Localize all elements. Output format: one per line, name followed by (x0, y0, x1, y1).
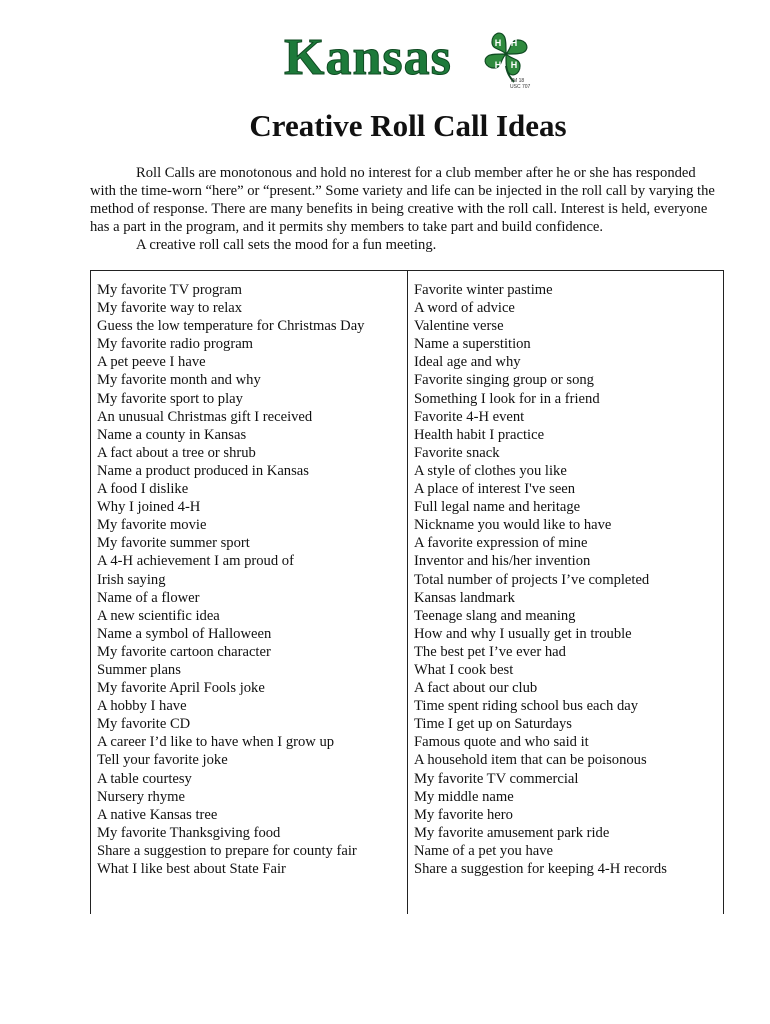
roll-call-item: A household item that can be poisonous (414, 752, 647, 769)
page-title: Creative Roll Call Ideas (249, 108, 567, 143)
roll-call-item: An unusual Christmas gift I received (97, 408, 313, 425)
svg-text:H: H (494, 38, 502, 48)
roll-call-item: What I cook best (414, 661, 514, 678)
roll-call-item: A table courtesy (97, 770, 192, 787)
roll-call-item: A 4-H achievement I am proud of (97, 553, 294, 570)
roll-call-item: My favorite month and why (97, 372, 261, 389)
trademark-text: TM 18 USC 707 (510, 78, 531, 90)
roll-call-item: Kansas landmark (414, 589, 515, 606)
roll-call-item: Favorite singing group or song (414, 372, 594, 389)
roll-call-item: Name of a flower (97, 589, 200, 606)
roll-call-item: My favorite sport to play (97, 390, 243, 407)
intro-text (90, 164, 722, 254)
roll-call-item: Famous quote and who said it (414, 734, 589, 751)
intro-paragraph: Roll Calls are monotonous and hold no interest for a club member after he or she has responded with the time-worn “here” or “present.” Some variety and life can be injected in the roll call by varying the method of response. There are many benefits in being creative with the roll call. Interest is held, everyone has a part in the program, and it permits shy members to take part and build confidence. (90, 165, 715, 236)
roll-call-item: Name a symbol of Halloween (97, 625, 272, 642)
right-column (414, 281, 720, 878)
roll-call-item: Name of a pet you have (414, 842, 553, 859)
roll-call-item: A fact about a tree or shrub (97, 444, 256, 461)
roll-call-item: How and why I usually get in trouble (414, 625, 632, 642)
roll-call-item: Favorite winter pastime (414, 282, 553, 298)
roll-call-item: My favorite CD (97, 716, 191, 733)
roll-call-item: Favorite 4-H event (414, 408, 525, 425)
intro-paragraph: A creative roll call sets the mood for a fun meeting. (136, 237, 437, 254)
roll-call-item: My favorite TV program (97, 282, 242, 298)
roll-call-item: A style of clothes you like (414, 462, 567, 479)
roll-call-item: A hobby I have (97, 698, 187, 715)
roll-call-item: A food I dislike (97, 481, 189, 498)
roll-call-table (90, 270, 724, 914)
roll-call-item: A word of advice (414, 300, 515, 317)
roll-call-item: Ideal age and why (414, 354, 521, 371)
roll-call-item: Share a suggestion to prepare for county fair (97, 842, 357, 859)
roll-call-item: A pet peeve I have (97, 354, 206, 371)
roll-call-item: Time spent riding school bus each day (414, 698, 639, 715)
roll-call-item: My favorite cartoon character (97, 643, 271, 660)
roll-call-item: Total number of projects I’ve completed (414, 571, 650, 588)
svg-text:H: H (510, 38, 518, 48)
kansas-4h-logo (284, 28, 534, 90)
roll-call-item: My favorite hero (414, 806, 513, 823)
left-column (97, 281, 401, 878)
roll-call-item: A favorite expression of mine (414, 535, 588, 552)
roll-call-item: My favorite summer sport (97, 535, 250, 552)
four-leaf-clover-icon (480, 28, 532, 84)
roll-call-item: My favorite radio program (97, 336, 254, 353)
roll-call-item: Teenage slang and meaning (414, 607, 576, 624)
roll-call-item: My favorite movie (97, 517, 207, 534)
roll-call-item: My favorite way to relax (97, 300, 243, 317)
roll-call-item: My favorite amusement park ride (414, 824, 610, 841)
roll-call-item: Health habit I practice (414, 426, 545, 443)
roll-call-item: Inventor and his/her invention (414, 553, 591, 570)
roll-call-item: My middle name (414, 788, 514, 805)
roll-call-item: What I like best about State Fair (97, 861, 286, 877)
roll-call-item: Full legal name and heritage (414, 499, 581, 516)
roll-call-item: Favorite snack (414, 444, 500, 461)
svg-text:H: H (510, 60, 518, 70)
roll-call-item: Nickname you would like to have (414, 517, 612, 534)
logo-wordmark: Kansas (284, 29, 452, 86)
roll-call-item: A place of interest I've seen (414, 481, 576, 498)
roll-call-item: My favorite TV commercial (414, 770, 579, 787)
roll-call-item: The best pet I’ve ever had (414, 643, 566, 660)
roll-call-item: Something I look for in a friend (414, 390, 600, 407)
roll-call-item: Name a superstition (414, 336, 531, 353)
roll-call-item: Time I get up on Saturdays (414, 716, 572, 733)
roll-call-item: My favorite April Fools joke (97, 680, 265, 697)
roll-call-item: Name a product produced in Kansas (97, 462, 309, 479)
roll-call-item: A native Kansas tree (97, 806, 218, 823)
roll-call-item: A new scientific idea (97, 607, 220, 624)
roll-call-item: Share a suggestion for keeping 4-H records (414, 861, 667, 877)
roll-call-item: Tell your favorite joke (97, 752, 228, 769)
roll-call-item: Irish saying (97, 571, 166, 588)
roll-call-item: Why I joined 4-H (97, 499, 201, 516)
roll-call-item: A fact about our club (414, 680, 538, 697)
column-divider (407, 271, 408, 914)
svg-text:H: H (494, 60, 502, 70)
roll-call-item: Valentine verse (414, 318, 504, 335)
roll-call-item: My favorite Thanksgiving food (97, 824, 281, 841)
roll-call-item: Guess the low temperature for Christmas Day (97, 318, 365, 335)
roll-call-item: Name a county in Kansas (97, 426, 247, 443)
roll-call-item: Summer plans (97, 661, 181, 678)
roll-call-item: A career I’d like to have when I grow up (97, 734, 335, 751)
roll-call-item: Nursery rhyme (97, 788, 185, 805)
